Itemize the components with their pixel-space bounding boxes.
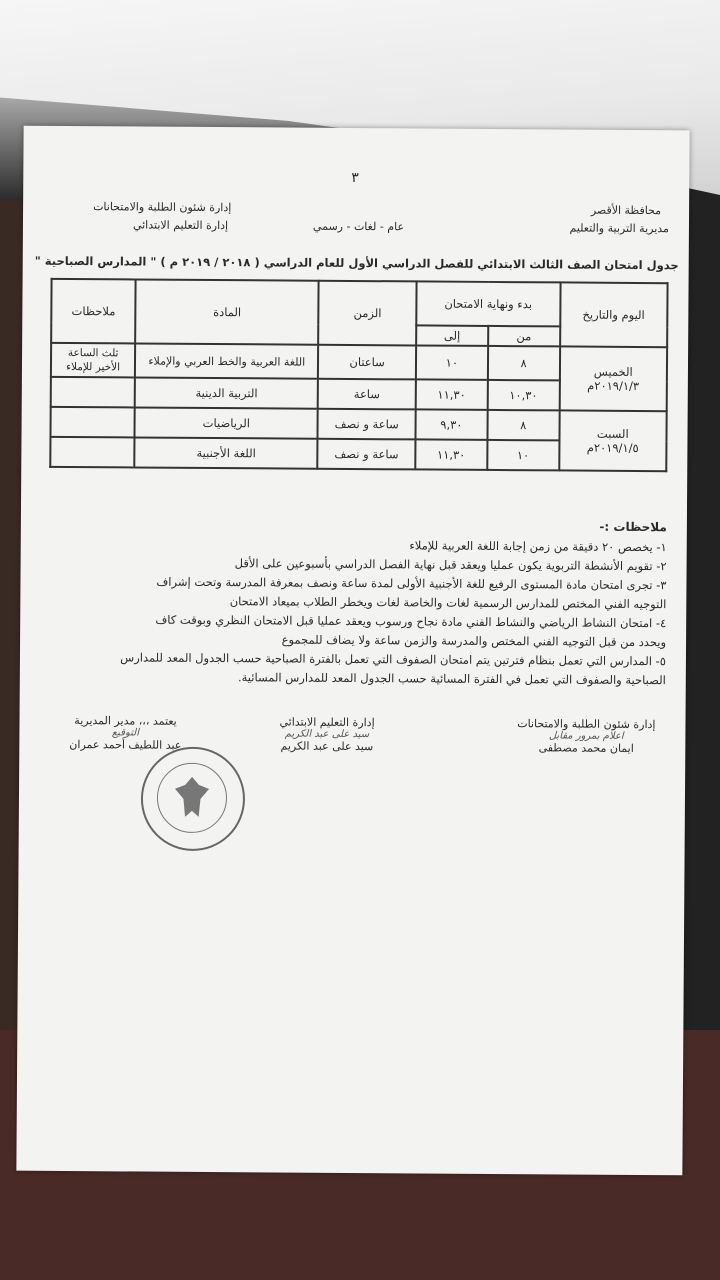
schedule-title: جدول امتحان الصف الثالث الابتدائي للفصل الدراسي الأول للعام الدراسي ( ٢٠١٨ / ٢٠١٩ م ) " المدارس الصباحية " <box>34 253 679 273</box>
day-date-cell <box>559 410 667 471</box>
note-item: ٥- المدارس التي تعمل بنظام فترتين يتم امتحان الصفوف التي تعمل بالفترة الصباحية حسب الجدول المعد للمدارس <box>120 650 666 669</box>
document-page <box>16 126 689 1176</box>
header-directorate: مديرية التربية والتعليم <box>569 221 669 236</box>
day-name: الخميس <box>593 364 633 379</box>
note-item: التوجيه الفني المختص للمدارس الرسمية لغات والخاصة لغات ويخطر الطلاب بميعاد الامتحان <box>229 594 667 612</box>
day-date-cell <box>559 346 667 411</box>
header-subject: المادة <box>135 279 318 344</box>
exam-schedule-table <box>49 278 668 472</box>
note-item: ١- يخصص ٢٠ دقيقة من زمن إجابة اللغة العربية للإملاء <box>409 538 667 555</box>
official-seal-stamp <box>141 747 246 852</box>
from-cell: ٨ <box>488 346 560 381</box>
exam-date: ٢٠١٩/١/٥م <box>586 440 639 455</box>
header-student-affairs: إدارة شئون الطلبة والامتحانات <box>93 200 232 215</box>
to-cell: ١٠ <box>416 345 488 380</box>
signature-name: عبد اللطيف أحمد عمران <box>69 738 182 752</box>
signature-title: إدارة التعليم الابتدائي <box>279 715 375 730</box>
header-primary-education: إدارة التعليم الابتدائي <box>132 218 229 233</box>
exam-date: ٢٠١٩/١/٣م <box>587 378 640 393</box>
signature-name: ايمان محمد مصطفى <box>538 741 634 755</box>
note-item: الصباحية والصفوف التي تعمل في الفترة المسائية حسب الجدول المعد للمدارس المسائية. <box>237 670 666 688</box>
subject-cell: الرياضيات <box>135 407 318 438</box>
signature-scribble: التوقيع <box>111 727 140 739</box>
note-item: ٤- امتحان النشاط الرياضي والنشاط الفني مادة نجاح ورسوب ويعقد عمليا قبل الامتحان النظري وبوقت كاف <box>155 612 667 631</box>
header-school-type: عام - لغات - رسمي <box>312 219 405 234</box>
header-from: من <box>488 326 560 347</box>
note-item: ٣- تجرى امتحان مادة المستوى الرفيع للغة الأجنبية الأولى لمدة ساعة ونصف بمعرفة المدرسة وتحت إشراف <box>156 574 667 593</box>
table-row <box>51 343 667 381</box>
signature-name: سيد على عبد الكريم <box>280 739 374 754</box>
duration-cell: ساعة <box>318 379 416 410</box>
subject-cell: اللغة الأجنبية <box>135 437 318 468</box>
note-cell: ثلث الساعة الأخير للإملاء <box>51 343 136 378</box>
to-cell: ١١,٣٠ <box>415 439 487 470</box>
page-number: ٣ <box>351 169 359 187</box>
from-cell: ١٠ <box>487 440 559 471</box>
header-governorate: محافظة الأقصر <box>590 203 662 218</box>
signature-block-student-affairs <box>517 717 656 755</box>
signature-title: يعتمد ،،، مدير المديرية <box>74 714 177 728</box>
note-item: ويحدد من قبل التوجيه الفني المختص والمدرسة والزمن ساعة ولا يضاف للمجموع <box>281 632 667 650</box>
to-cell: ٩,٣٠ <box>415 409 487 440</box>
duration-cell: ساعتان <box>318 345 416 380</box>
day-name: السبت <box>596 426 629 441</box>
duration-cell: ساعة و نصف <box>318 439 416 470</box>
note-cell <box>51 377 135 408</box>
subject-cell: التربية الدينية <box>135 377 318 408</box>
to-cell: ١١,٣٠ <box>416 379 488 410</box>
header-duration: الزمن <box>318 281 416 346</box>
from-cell: ٨ <box>487 410 559 441</box>
signature-scribble: سيد على عبد الكريم <box>284 728 370 741</box>
note-cell <box>50 437 134 468</box>
note-item: ٢- تقويم الأنشطة التربوية يكون عمليا ويعقد قبل نهاية الفصل الدراسي بأسبوعين على الأقل <box>234 556 667 574</box>
duration-cell: ساعة و نصف <box>318 409 416 440</box>
subject-cell: اللغة العربية والخط العربي والإملاء <box>135 343 318 378</box>
from-cell: ١٠,٣٠ <box>487 380 559 411</box>
header-day-date: اليوم والتاريخ <box>560 282 668 347</box>
signature-block-primary-education <box>279 715 374 753</box>
signature-title: إدارة شئون الطلبة والامتحانات <box>517 717 656 732</box>
note-cell <box>50 407 134 438</box>
notes-list <box>46 534 667 690</box>
signature-scribble: اعلام بمرور مقابل <box>548 730 624 742</box>
header-to: إلى <box>416 325 488 346</box>
header-start-end: بدء ونهاية الامتحان <box>416 281 560 326</box>
notes-heading: ملاحظات :- <box>599 519 667 535</box>
header-notes: ملاحظات <box>51 279 136 344</box>
table-row <box>50 407 666 441</box>
signature-block-director <box>69 714 181 752</box>
